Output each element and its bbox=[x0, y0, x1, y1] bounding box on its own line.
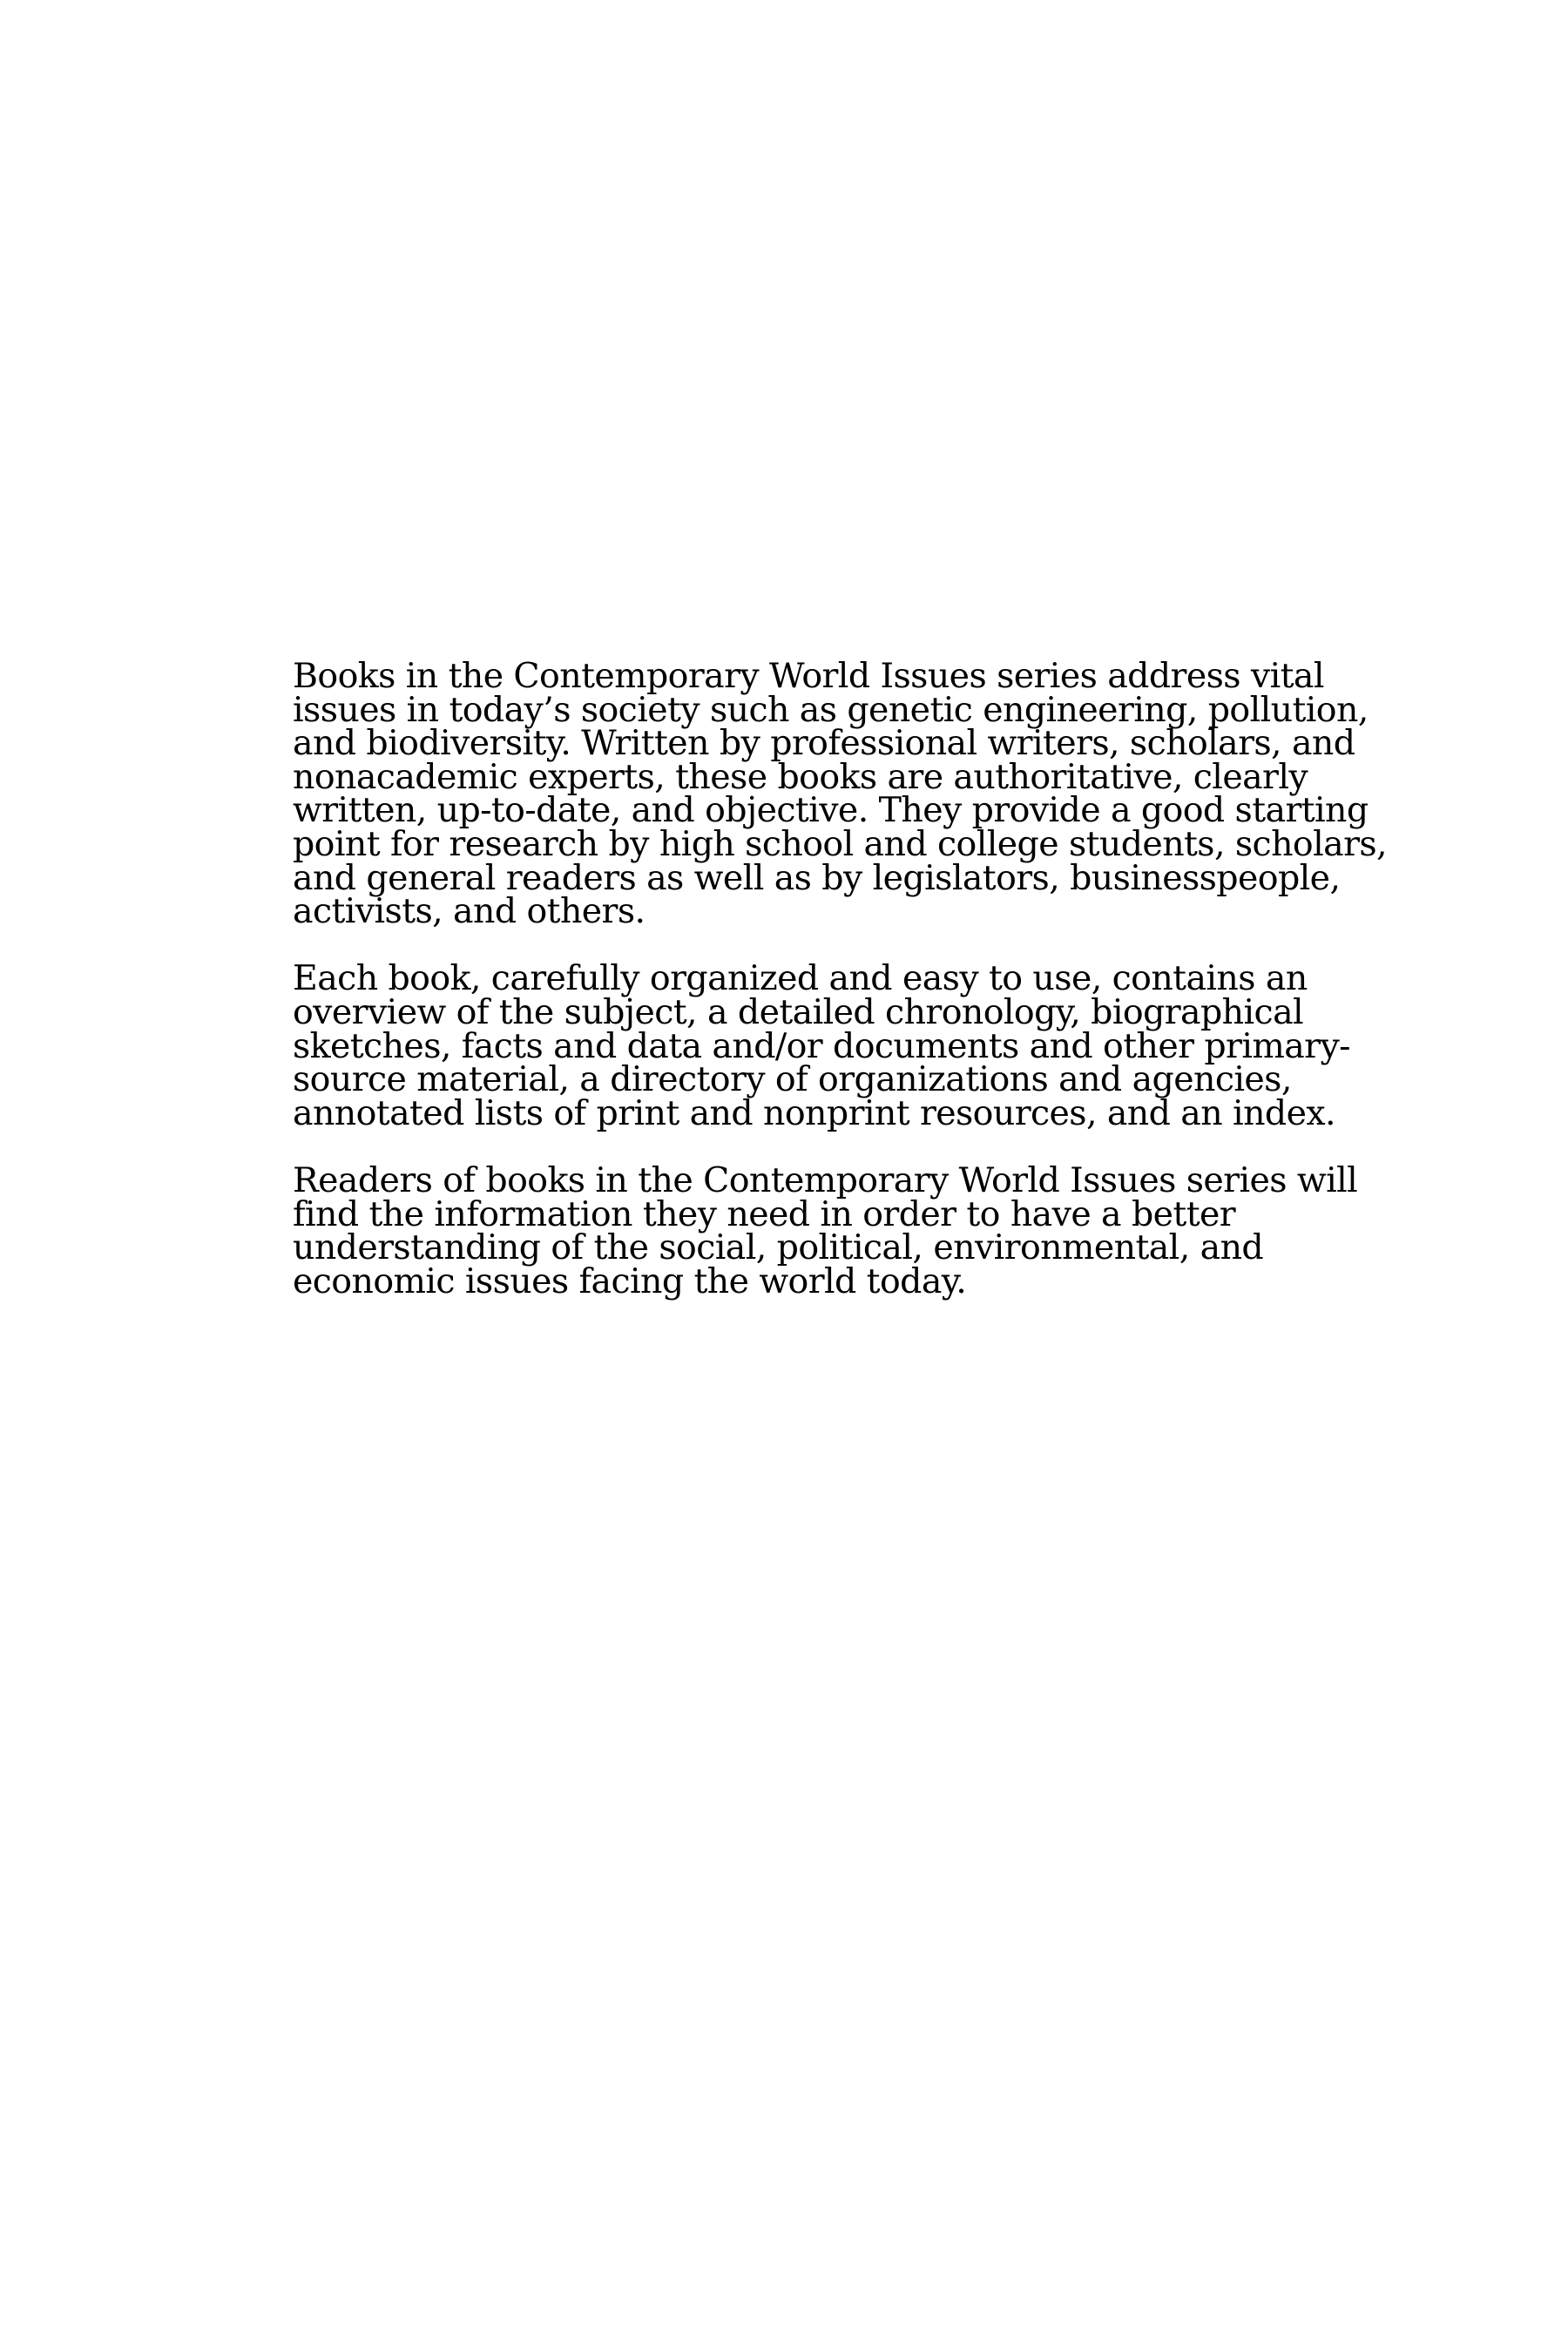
text-line: economic issues facing the world today. bbox=[293, 1260, 967, 1301]
text-line: and biodiversity. Written by professional writers, scholars, and bbox=[293, 723, 1355, 764]
text-line: written, up-to-date, and objective. They provide a good starting bbox=[293, 790, 1369, 831]
text-line: source material, a directory of organizations and agencies, bbox=[293, 1059, 1292, 1100]
text-line: sketches, facts and data and/or documents and other primary- bbox=[293, 1025, 1350, 1066]
text-line: point for research by high school and college students, scholars, bbox=[293, 823, 1387, 864]
text-line: and general readers as well as by legislators, businesspeople, bbox=[293, 857, 1341, 898]
text-line: activists, and others. bbox=[293, 891, 645, 932]
text-line: Readers of books in the Contemporary World Issues series will bbox=[293, 1159, 1358, 1200]
text-line: Books in the Contemporary World Issues series address vital bbox=[293, 656, 1324, 696]
text-line: find the information they need in order to have a better bbox=[293, 1193, 1236, 1234]
text-line: overview of the subject, a detailed chronology, biographical bbox=[293, 991, 1304, 1032]
paragraph-readers-benefit bbox=[293, 1159, 1358, 1301]
paragraph-series-overview bbox=[293, 656, 1387, 932]
text-line: understanding of the social, political, environmental, and bbox=[293, 1227, 1264, 1268]
text-line: annotated lists of print and nonprint resources, and an index. bbox=[293, 1092, 1336, 1133]
text-line: nonacademic experts, these books are authoritative, clearly bbox=[293, 756, 1308, 797]
text-line: issues in today’s society such as genetic engineering, pollution, bbox=[293, 689, 1369, 730]
text-line: Each book, carefully organized and easy to use, contains an bbox=[293, 958, 1308, 999]
series-description bbox=[293, 656, 1387, 1301]
paragraph-book-contents bbox=[293, 958, 1350, 1133]
